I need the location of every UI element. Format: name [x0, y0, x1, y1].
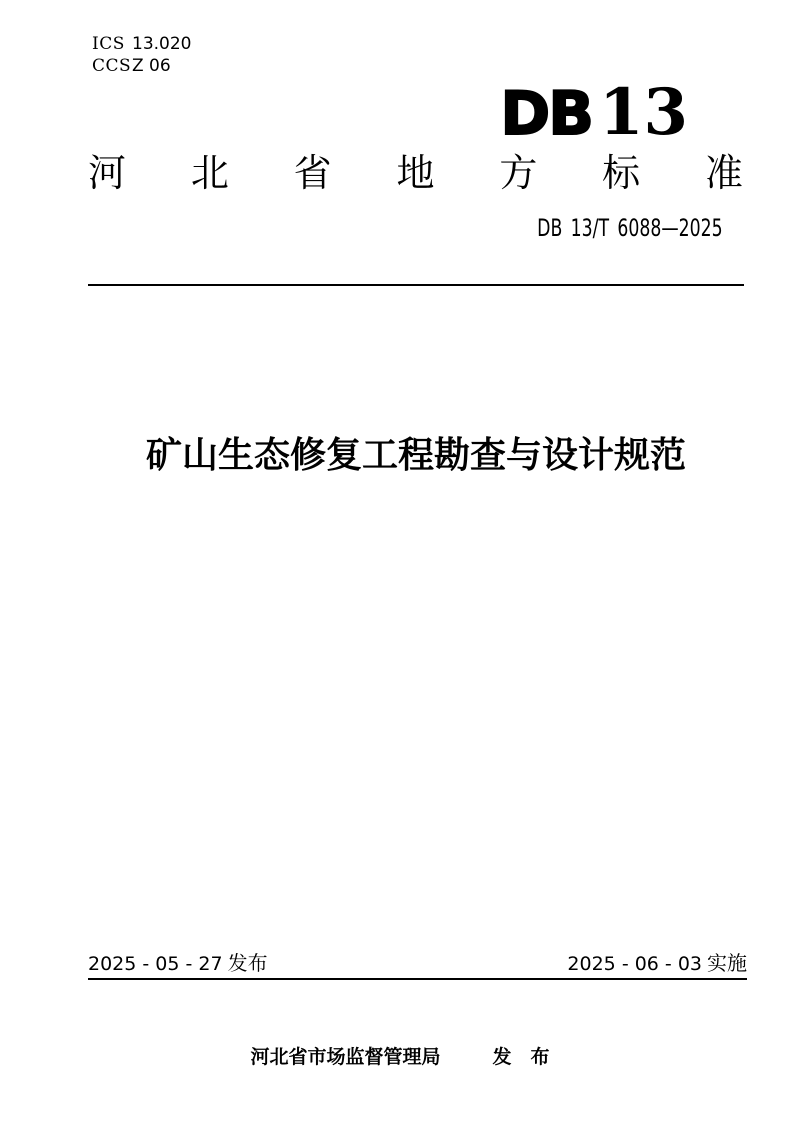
ics-code-row [92, 33, 191, 55]
document-title: 矿山生态修复工程勘查与设计规范 [145, 435, 686, 476]
issue-date-group [88, 951, 268, 977]
ccs-code-row [92, 55, 191, 77]
dates-row [88, 951, 747, 977]
ccs-value: Z 06 [132, 56, 171, 76]
implement-date-label: 实施 [707, 951, 747, 975]
issue-date-label: 发布 [227, 951, 268, 975]
db13-logo-region-code: 13 [598, 75, 688, 150]
ics-value: 13.020 [132, 34, 192, 54]
footer-rule [88, 978, 747, 980]
db13-logo [500, 75, 688, 150]
publish-action-label: 发 布 [492, 1046, 550, 1068]
publisher-row [0, 1044, 800, 1070]
header-rule [88, 284, 744, 286]
standard-category: 河北省地方标准 [88, 151, 743, 195]
issue-date: 2025 - 05 - 27 [88, 953, 223, 975]
publisher-name: 河北省市场监督管理局 [250, 1046, 441, 1068]
classification-codes [92, 33, 191, 77]
ics-label: ICS [92, 34, 125, 54]
ccs-label: CCS [92, 56, 132, 76]
db13-logo-db: DB [500, 79, 592, 149]
implement-date: 2025 - 06 - 03 [567, 953, 702, 975]
standard-number: DB 13/T 6088—2025 [537, 214, 723, 242]
implement-date-group [567, 951, 747, 977]
